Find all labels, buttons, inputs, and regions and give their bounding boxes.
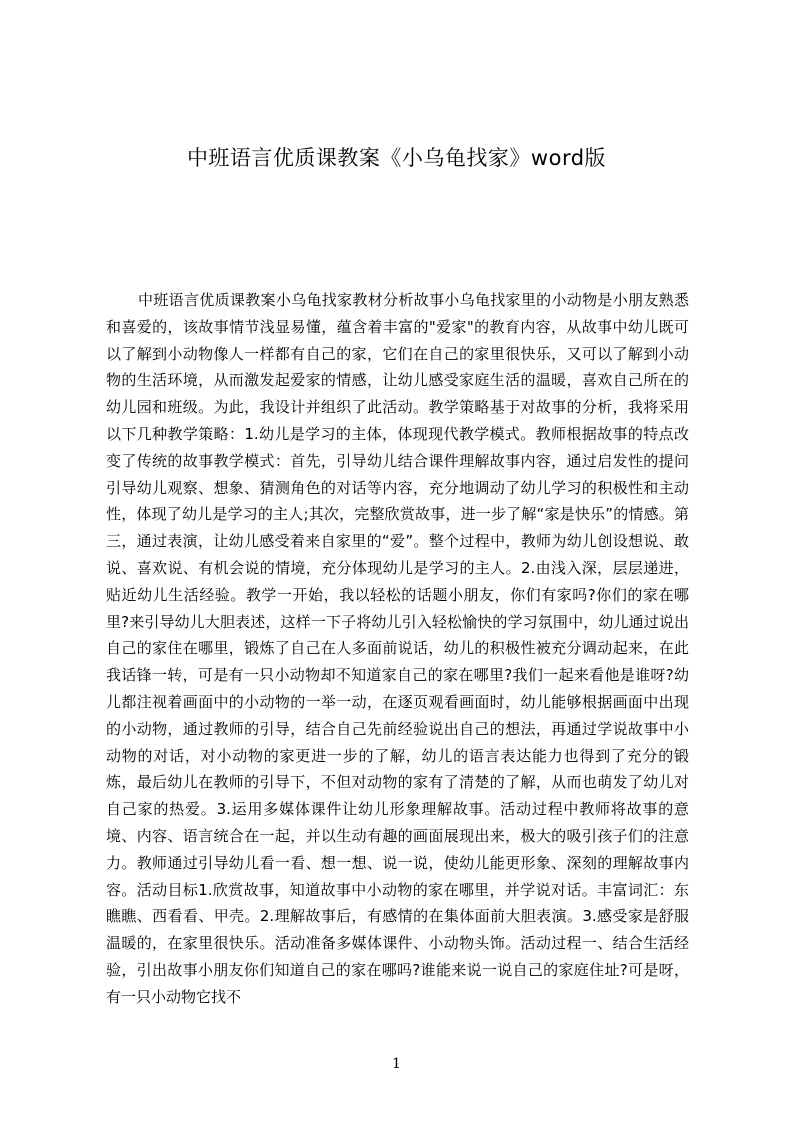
page-number: 1: [392, 1056, 401, 1072]
document-title: 中班语言优质课教案《小乌龟找家》word版: [186, 146, 607, 170]
document-body-paragraph: 中班语言优质课教案小乌龟找家教材分析故事小乌龟找家里的小动物是小朋友熟悉和喜爱的，该故事情节浅显易懂，蕴含着丰富的"爱家"的教育内容，从故事中幼儿既可以了解到小动物像人一样都有自己的家，它们在自己的家里很快乐，又可以了解到小动物的生活环境，从而激发起爱家的情感，让幼儿感受家庭生活的温暖，喜欢自己所在的幼儿园和班级。为此，我设计并组织了此活动。教学策略基于对故事的分析，我将采用以下几种教学策略：1.幼儿是学习的主体，体现现代教学模式。教师根据故事的特点改变了传统的故事教学模式：首先，引导幼儿结合课件理解故事内容，通过启发性的提问引导幼儿观察、想象、猜测角色的对话等内容，充分地调动了幼儿学习的积极性和主动性，体现了幼儿是学习的主人;其次，完整欣赏故事，进一步了解“家是快乐”的情感。第三，通过表演，让幼儿感受着来自家里的“爱”。整个过程中，教师为幼儿创设想说、敢说、喜欢说、有机会说的情境，充分体现幼儿是学习的主人。2.由浅入深，层层递进，贴近幼儿生活经验。教学一开始，我以轻松的话题小朋友，你们有家吗?你们的家在哪里?来引导幼儿大胆表述，这样一下子将幼儿引入轻松愉快的学习氛围中，幼儿通过说出自己的家住在哪里，锻炼了自己在人多面前说话，幼儿的积极性被充分调动起来，在此我话锋一转，可是有一只小动物却不知道家自己的家在哪里?我们一起来看他是谁呀?幼儿都注视着画面中的小动物的一举一动，在逐页观看画面时，幼儿能够根据画面中出现的小动物，通过教师的引导，结合自己先前经验说出自己的想法，再通过学说故事中小动物的对话，对小动物的家更进一步的了解，幼儿的语言表达能力也得到了充分的锻炼，最后幼儿在教师的引导下，不但对动物的家有了清楚的了解，从而也萌发了幼儿对自己家的热爱。3.运用多媒体课件让幼儿形象理解故事。活动过程中教师将故事的意境、内容、语言统合在一起，并以生动有趣的画面展现出来，极大的吸引孩子们的注意力。教师通过引导幼儿看一看、想一想、说一说，使幼儿能更形象、深刻的理解故事内容。活动目标1.欣赏故事，知道故事中小动物的家在哪里，并学说对话。丰富词汇：东瞧瞧、西看看、甲壳。2.理解故事后，有感情的在集体面前大胆表演。3.感受家是舒服温暖的，在家里很快乐。活动准备多媒体课件、小动物头饰。活动过程一、结合生活经验，引出故事小朋友你们知道自己的家在哪吗?谁能来说一说自己的家庭住址?可是呀，有一只小动物它找不: [106, 291, 689, 1006]
